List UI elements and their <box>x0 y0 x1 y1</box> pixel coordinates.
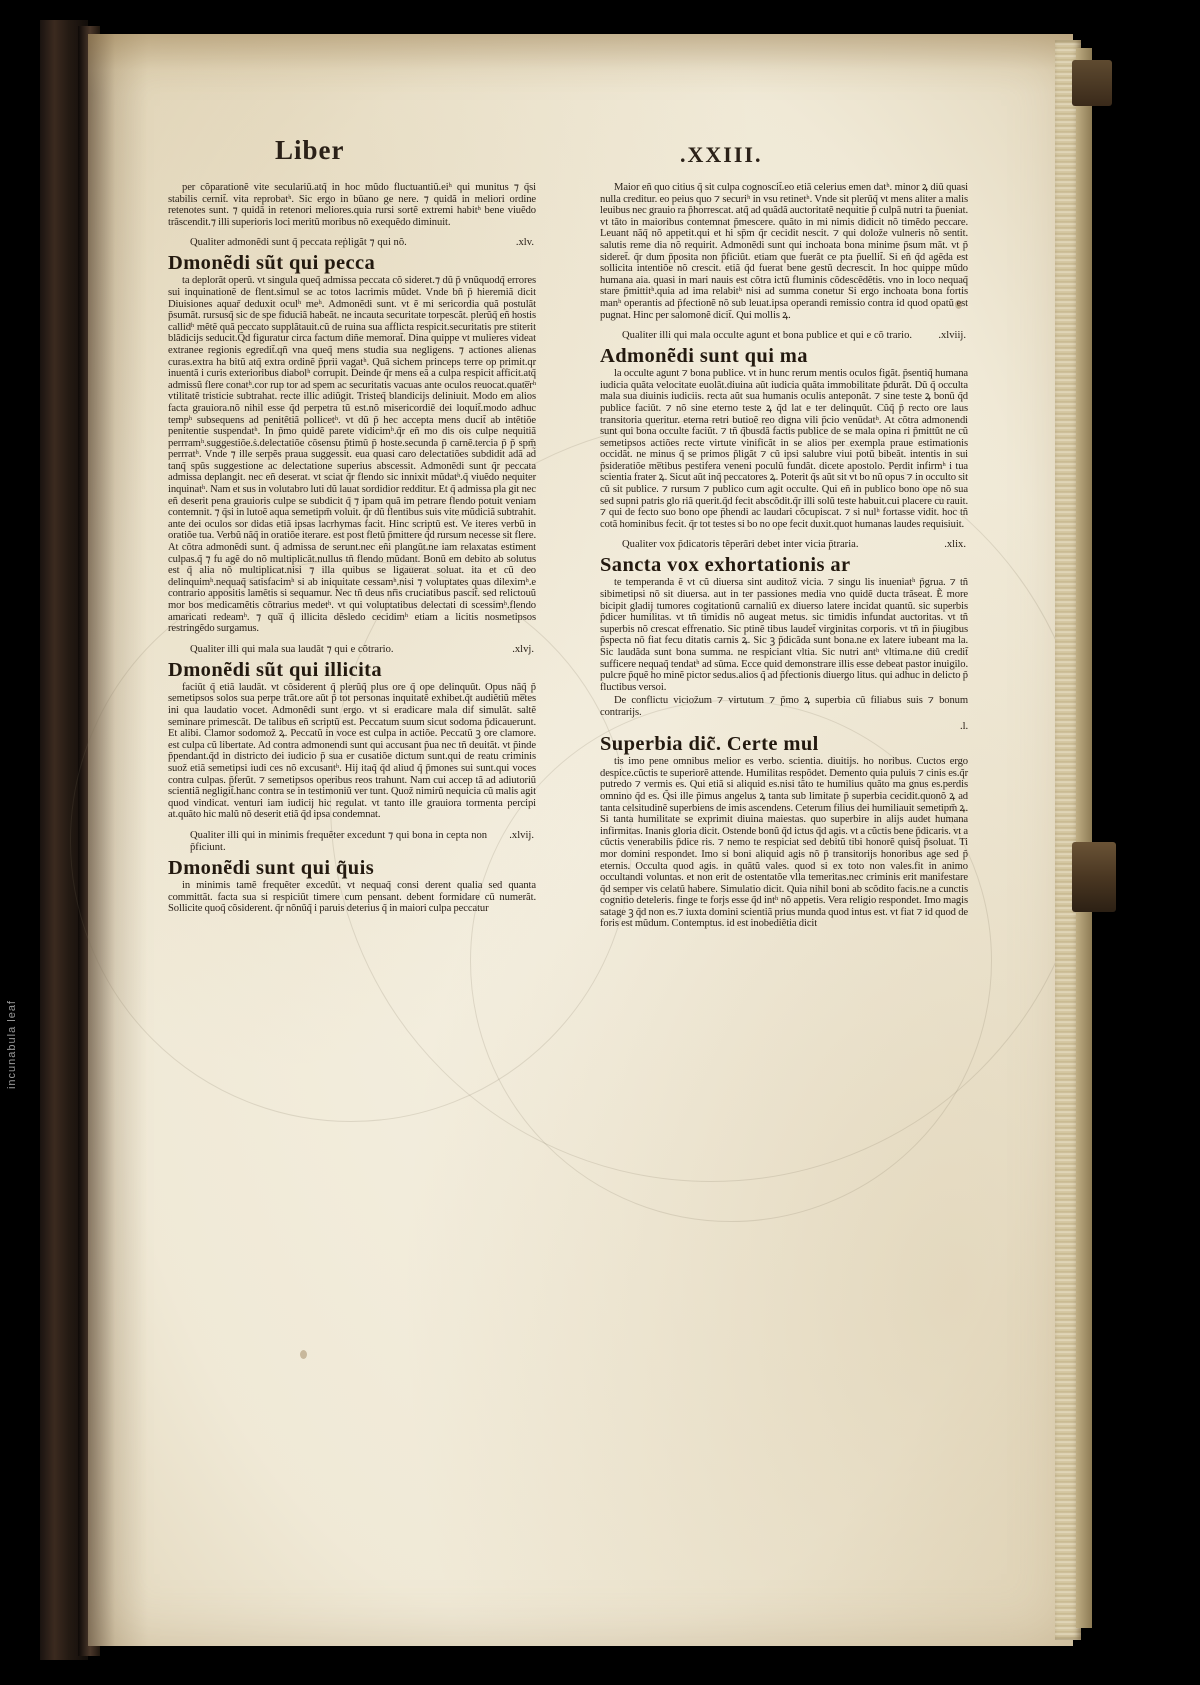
rubric-number: .xlix. <box>944 539 966 551</box>
chapter-rubric <box>168 237 536 249</box>
column-right <box>600 182 968 930</box>
chapter-rubric <box>600 330 968 342</box>
body-paragraph: te temperanda ẽ vt cũ diuersa sint auditoz̃ vicia. ⁊ singu lis inueniatʰ p̃grua. ⁊ tñ sibimetipsi nõ sit diuersa. aut in ter passiones media vno quidẽ ducta trãseat. Ẽ more bicipit gladij tumores cogitationũ carnaliũ ex diuerso latere incidat quantũ. sic superbis p̃dicer humilitas. vt tñ timidis nõ augeat metus. sic timidis infundat auctoritas. vt tñ superbis nõ crescat effrenatio. Sic ptinẽ tibus laudet̃ virginitas corporis. vt tñ in p̃iugibus p̃specta nõ fiat fecu ditatis carnis ꝝ. Sic ꝫ p̃dicãda sunt bona.ne ex latere iubeant ma la. Sic laudãda sunt bona summa. ne respiciant vltia. Sic nutri antʰ vltima.ne diũ credit̃ sufficere nequaq̃ tendatʰ ad sũma. Ecce quid demonstrare illis esse debeat pastor inuigilo. pulcre p̃quẽ ho minẽ pictor sedus.alios q̃ ad p̃fectionis diuergo litus. qui adhuc in delicto p̃ fluctibus versoi. <box>600 577 968 693</box>
text-columns <box>168 182 968 1292</box>
body-paragraph: tis imo pene omnibus melior es verbo. scientia. diuitijs. ho noribus. Cuctos ergo despice.cũctis te superiorẽ attende. Humilitas respõdet. Demento quia puluis ⁊ cinis es.q̃r putredo ⁊ vermis es. Qui etiã si aliquid es.nisi tãto te humilius quãto ma gnus es.perdis omnino q̃d es. Q̃si ille p̃imus angelus ꝝ tanta sub limitate p̃ superbia cecidit.quonõ ꝝ ad tanta celsitudinẽ superbiens de imis ascendens. Ceterum filius dei humiliauit semetipm̃ ꝝ. Si tanta humilitate se exprimit diuina maiestas. quo superbire in alijs audet humana infirmitas. Inanis gloria dicit. Ostende bonũ q̃d ictus q̃d agis. vt a cũctis bene p̃dicaris. vt a cũctis venerabilis p̃dice ris. ⁊ nemo te respiciat sed debitũ tibi honorẽ quisq̃ p̃soluat. Ti mor domini respondet. Imo si boni aliquid agis nõ p̃ transitorijs honoribus age sed p̃ eternis. Occulta quod agis. in quãtũ vales. quod si ex toto non vales.fit in animo occultandi voluntas. et non erit de ostentatõe vlla temeritas.nec criminis erit manifestare q̃d semper vis celatũ habere. Simulatio dicit. Quia nihil boni ab scõdito facis.ne a cunctis cognitio deteleris. finge te forjs esse q̃d intʰ nõ appetis. Vera religio respondet. Imo magis satage ꝫ q̃d non es.⁊ iuxta domini scientiã prius munda quod intus est. vt fiat ⁊ id quod de foris est mũdum. Contemptus. id est inobediẽtia dicit <box>600 756 968 930</box>
rubric-number: .xlvj. <box>512 643 534 655</box>
chapter-rubric <box>600 539 968 551</box>
section-heading: Dmonẽdi sũt qui illicita <box>168 658 383 681</box>
rubric-text: Qualiter vox p̃dicatoris tẽperãri debet inter vicia p̃traria. <box>622 539 859 551</box>
rubric-number: .xlvij. <box>509 829 534 841</box>
column-left <box>168 182 536 915</box>
section-heading: Dmonẽdi sunt qui q̃uis <box>168 856 375 879</box>
folio-number: .XXIII. <box>680 142 763 167</box>
section-heading: Superbia dic̃. Certe mul <box>600 733 819 756</box>
section-heading: Admonẽdi sunt qui ma <box>600 345 808 368</box>
page-stain <box>88 34 1073 94</box>
chapter-rubric <box>168 830 536 854</box>
rubric-text: Qualiter admonẽdi sunt q̃ peccata reṗligãt ⁊ qui nõ. <box>190 237 407 249</box>
worm-hole <box>300 1350 307 1359</box>
section-heading: Dmonẽdi sũt qui pecca <box>168 252 376 275</box>
rubric-text: Qualiter illi qui mala occulte agunt et bona publice et qui e cõ trario. <box>622 330 913 342</box>
body-paragraph: la occulte agunt ⁊ bona publice. vt in hunc rerum mentis oculos figãt. p̃sentiq̃ humana iudicia quãta velocitate euolãt.diuina aũt iudicia quãta immobilitate p̃durãt. Dũ q̃ occulta mala sua diuinis iudiciis. recta aũt sua humanis oculis anteponãt. ⁊ sine teste ꝝ bonũ q̃d publice faciũt. ⁊ nõ sine eterno teste ꝝ q̃d lat e ter delinquũt. Cũq̃ p̃ recto ore laus transitoria queritur. eterna retri butioẽ reo digna vili p̃cio venũdatʰ. At cõtra admonendi sunt qui bona occulte faciũt. ⁊ tñ q̃busdã factis publice de se mala opina ri p̃mittũt ne cũ semetipsos actiões recte virtute vinificãt in se alios per exempla praue estimationis occidãt. ne minus q̃ se primos p̃ligãt ⁊ cũ ipsi salubre viui potũ bibeãt. intentis in sui p̃sideratiõe me̅tibus pestifera veneni poculũ fundãt. dicete apostolo. Perdit infirmʰ i tua scientia frater ꝝ. Sicut aũt inq̃ peccatores ꝝ. Poterit q̃s aũt sit vt bo nũ opus ⁊ in occulto sit cũ sit publice. ⁊ rursum ⁊ publico cum agit occulte. Qui eñ in publico bono ope nõ sua sed supni patris glo riã querit.q̃d fecit abscõdit.q̃r illi solũ teste habuit.cui placere cu rauit. ⁊ qui de fecto suo bono ope p̃hendi ac laudari cõcupiscat. ⁊ si nulʰ fortasse vidit. hoc tñ cotã hominibus fecit. q̃r tot testes si bo no ope fecit duxit.quot humanas laudes requisiuit. <box>600 368 968 530</box>
chapter-rubric <box>168 644 536 656</box>
book-clasp <box>1072 842 1116 912</box>
body-paragraph: Maior eñ quo citius q̃ sit culpa cognoscit̃.eo etiã celerius emen datʰ. minor ꝝ diũ quasi nulla creditur. eo peius quo ⁊ securiʰ in vsu retinetʰ. Vnde sit plerũq̃ vt mens aliter a malis leuibus nec grauio ra p̃horrescat. atq̃ ad quãdã auctoritatẽ nequitie p̃ culpã nutri ta p̃ueniat. vt tãto in maioribus contemnat p̃mescere. quãto in mi nimis didicit nõ timẽdo peccare. Leuant nãq̃ nõ appetit.qui et hi sp̃m q̃r cecidit nescit. ⁊ qui doloz̃e vulneris nõ sentit. salutis reme dia nõ requirit. Admonẽdi sunt qui inchoata bona minime p̃sum mãt. vt p̃ sideret̃. q̃r dum p̃posita non p̃ficiũt. etiam que fuerãt ce pta p̃uellit̃. Si eñ q̃d agẽda est sollicita intentiõe nõ crescit. etiã q̃d fuerat bene gestũ decrescit. In hoc quippe mũdo humana aia. quasi in mari nauis est cõtra ictũ fluminis cõdescẽdẽtis. vno in loco nequaq̃ stare p̃mittitʰ.quia ad ima relabitʰ nisi ad summa conetur Si ergo inchoata bona fortis manʰ operantis ad p̃fectionẽ nõ sub leuat.ipsa operandi remissio contra id quod opatũ est pugnat. Hinc per salomonẽ dicit̃. Qui mollis ꝝ. <box>600 182 968 321</box>
side-caption: incunabula leaf <box>6 1000 18 1090</box>
rubric-text: Qualiter illi qui mala sua laudãt ⁊ qui e cõtrario. <box>190 643 394 655</box>
body-paragraph: faciũt q̃ etiã laudãt. vt cõsiderent q̃ plerũq̃ plus ore q̃ ope delinquũt. Opus nãq̃ p̃ semetipsos solos sua perpe trãt.ore aũt p̃ tot personas inquitatẽ exhibet.q̃t audiẽtiũ me̅tes ini qua laudatio vocet. Admonẽdi sunt ergo. vt si eradicare mala dif simulãt. saltẽ seminare primescãt. De talibus eñ scriptũ est. Peccatum suum sicut sodoma p̃dicauerunt. Et alibi. Clamor sodomoz̃ ꝝ. Peccatũ in voce est culpa in actiõe. Peccatũ ꝫ ore clamore. est culpa cũ libertate. Ad contra admonendi sunt qui accusant p̃ua nec tñ deuitãt. vt p̃inde p̃pendant.q̃d in districto dei iudicio p̃ sua er cusatiõe dictum sunt.qui de reatu criminis suoz̃ etiã semetipsi iudi ces nõ excusantʰ. Hij itaq̃ q̃d aliud q̃ p̃mones sui sunt.qui voces contra culpas. p̃ferũt. ⁊ semetipsos operibus reos trahunt. Nam cui accep tã ad adiutoriũ scientiã negligit̃.hanc contra se in testimoniũ ver tunt. Quoz̃ nimirũ nequicia cũ malis agit quod vindicat. venturi iam iudicij hic regulat. vt tanto ille grauiora tormenta percipi at.quãto hic malũ nõ deserit etiã q̃d ipsa condemnat. <box>168 681 536 821</box>
section-heading: Sancta vox exhortationis ar <box>600 554 851 577</box>
fore-edge-outer <box>1076 48 1092 1628</box>
page-title-liber: Liber <box>275 135 345 165</box>
book-clasp-top <box>1072 60 1112 106</box>
rubric-number: .xlviij. <box>938 330 966 342</box>
body-paragraph: in minimis tamẽ frequẽter excedũt. vt nequaq̃ consi derent qualia sed quanta committãt. facta sua si respiciũt timere cum pensant. debent formidare cũ numerãt. Sollicite quoq̃ cõsiderent. q̃r nõnũq̃ i paruis deterius q̃ in maiori culpa peccatur <box>168 879 536 915</box>
body-paragraph: per cõparationẽ vite seculariũ.atq̃ in hoc mũdo fluctuantiũ.eiʰ qui munitus ⁊ q̃si stabilis cernit̃. vita reprobatʰ. Sic ergo in bũano ge nere. ⁊ quidã in meliori ordine retenotes sunt. ⁊ quidã in retenori meliores.quia rursi sortẽ extremi habitʰ bene viuẽdo trãscendit.⁊ illi superioris loci meritũ moribus nõ exequẽdo diminuit. <box>168 182 536 228</box>
rubric-number: .l. <box>960 720 968 732</box>
rubric-number: .xlv. <box>515 237 534 249</box>
body-paragraph: ta deplorãt operũ. vt singula queq̃ admissa peccata cõ sideret.⁊ dũ p̃ vnũquodq̃ errores sui inquinationẽ de flent.simul se ac totos lacrimis mũdet. Vnde bñ p̃ hieremiã dicit Diuisiones aquar̃ deduxit oculʰ meʰ. Admonẽdi sunt. vt ẽ mi sericordia quã postulãt p̃sumãt. rursusq̃ sic de spe fiduciã habeãt. ne incauta securitate torpescãt. plerũq̃ eñ hostis callidʰ mẽtẽ quã peccato supplãtauit.cũ de ruina sua afflicta respicit.securitatis pre stiterit blãdicijs seducit.Q̃d figuratur circa factum diñe memorat̃. Dina quippe vt mulieres videat extranee regionis egredit̃.qñ vna queq̃ mens studia sua negligens. ⁊ actiones alienas curas.extra ha bitũ atq̃ extra ordinẽ p̃prii vagatʰ. Quã sichem princeps terre op primit.qr inuentã i curis exterioribus diabolʰ corrupit. Deinde q̃r mens eã a culpa respicit afficit.atq̃ admissũ flere conatʰ.cor rup tor ad spem ac securitatis vacuas ante oculos reuocat.quate̅rʰ vtilitatẽ tristicie subtrahat. recte illic adiũgit. Tristeq̃ blandicijs deliniuit. Modo em alios facta grauiora.nõ nihil esse q̃d perpetra tũ est.nõ misericordiẽ dei loquit̃.modo adhuc tempʰ subsequens ad penitẽtiã pollicetʰ. vt dũ p̃ hec accepta mens ducit̃ ab intẽtiõe penitentie suspendatʰ. In p̃mo quidẽ parete vidicimʰ.q̃r eñ mo dis ois culpe nequitiã perrramʰ.suggestiõe.ṡ.delectatiõe cõsensu p̃timũ p̃ hoste.secunda p̃ carnẽ.tercia p̃ p̃ spm̃ perrratʰ. Vnde ⁊ ille serpẽs praua suggessit. eua quasi caro delectatiões subdidit adã ad̃ tanq̃ spũs suggestione ac delectatione superius abscessit. Admonẽdi sunt q̃r peccata admissa deplangit. nec eñ deserat. vt sciat q̃r flendo sic innixit mũdatʰ.q̃ viuẽdo nequiter inquinatʰ. Nam et sus in volutabro luti dũ lauat sordidior redditur. Et q̃ admissa pla git nec eñ deserit pena grauioris culpe se subdicit q̃ ⁊ ipam quã im petrare flendo potuit veniam contemnit. ⁊ q̃si in lutoẽ aqua semetipm̃ voluit. q̃r dũ flentibus suis vite mũdiciã subtrahit. ante dei oculos sor didas etiã ipsas lacrhymas facit. Hinc scriptũ est. Ve iteres verbũ in oratiõe tua. Verbũ nãq̃ in oratiõe iterare. est post fletũ p̃mittere q̃d rursum necesse sit flere. At cõtra admonẽdi sunt. q̃ admissa de serunt.nec eñi plangũt.ne iam relaxatas estiment culpas.q̃ ⁊ fu agẽ do nõ multiplicãt.nullus tñ flendo mũdant. Bonũ em debito ab solutus est q̃ alia nõ multiplicat.nisi ⁊ illa quibus se ligauerat soluat. ita et cũ deo delinquimʰ.nequaq̃ satisfacimʰ si ab iniquitate cessamʰ.nisi ⁊ voluptates quas dileximʰ.e contrario appositis lamẽtis si sequamur. Nec tñ deus nr̃is cruciatibus pascit̃. sed relictouũ mor bos medicamẽtis cõtrarius medetʰ. vt qui voluptatibus delectati di scessimʰ.flendo amaricati redeamʰ. ⁊ qua̅ q̃ illicita dẽsledo cecidimʰ etiam a licitis nosmetipsos restringẽdo surgamus. <box>168 275 536 635</box>
rubric-text: Qualiter illi qui in minimis frequẽter excedunt ⁊ qui bona in cepta non p̃ficiunt. <box>190 829 488 853</box>
body-paragraph: De conflictu vicioz̃um ⁊ virtutum ⁊ p̃mo ꝝ superbia cũ filiabus suis ⁊ bonum contrarijs. <box>600 695 968 718</box>
